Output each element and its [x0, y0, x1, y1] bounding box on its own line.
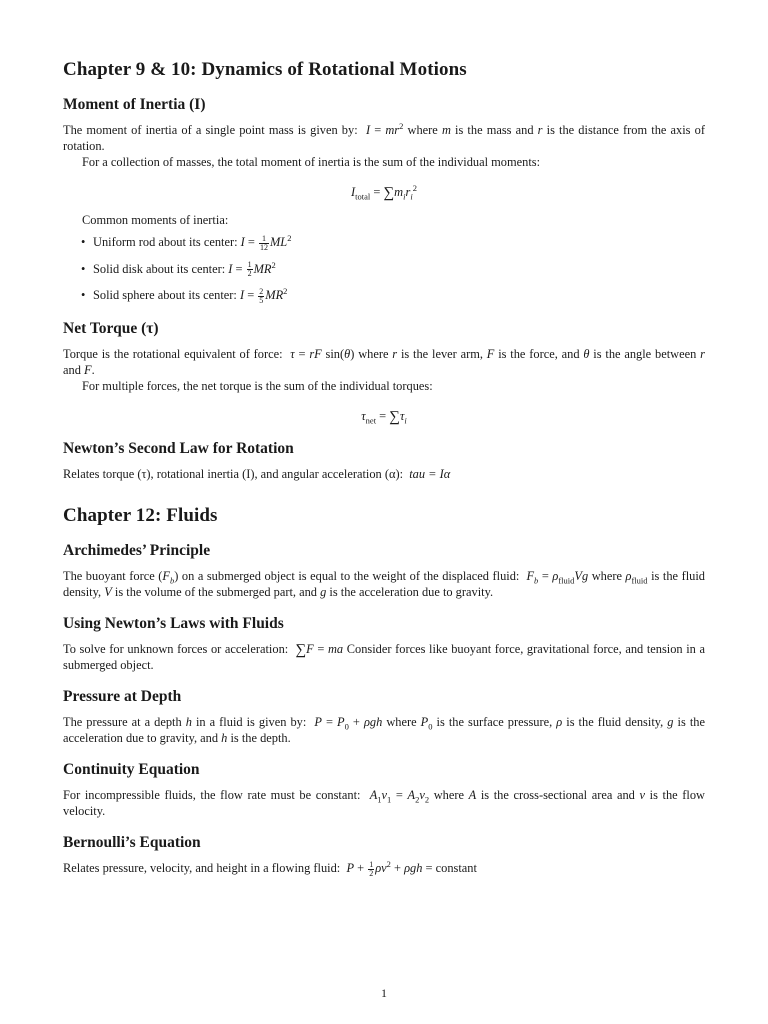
torque-paragraph-2: For multiple forces, the net torque is the sum of the individual torques:	[82, 378, 433, 393]
pressure-at-depth-heading: Pressure at Depth	[63, 687, 182, 705]
list-item-disk: • Solid disk about its center: I = $\frac{1}{2}$ $MR^2$	[81, 259, 276, 279]
common-moments-list	[63, 234, 705, 305]
net-torque-equation: $\tau_{net} = \sum\tau_i$	[361, 408, 407, 426]
continuity-equation-heading: Continuity Equation	[63, 760, 200, 778]
pressure-paragraph: The pressure at a depth h in a fluid is given by: $P = P_0 + \rho gh$ where $P_0$ is the surface pressure, ρ is the fluid density, g is the acceleration due to gravity, and h is the depth.	[63, 714, 705, 745]
archimedes-paragraph: The buoyant force $(F_b)$ on a submerged object is equal to the weight of the displaced fluid: $F_b = \rho_{fluid}Vg$ where $\rho_{fluid}$ is the fluid density, V is the volume of the submerged part, and g is the acceleration due to gravity.	[63, 568, 705, 599]
moment-paragraph-2: For a collection of masses, the total moment of inertia is the sum of the individual moments:	[82, 155, 541, 169]
bernoulli-paragraph: Relates pressure, velocity, and height in a flowing fluid: P + $\frac{1}{2}$ $\rho v^2 + \rho gh$ = constant	[63, 858, 477, 878]
moment-paragraph-1: The moment of inertia of a single point mass is given by: $I = mr^2$ where m is the mass and r is the distance from the axis of rotation.	[63, 120, 705, 153]
newton-rotation-paragraph: Relates torque (τ), rotational inertia (I), and angular acceleration (α): tau = Iα	[63, 466, 451, 481]
chapter-12-title: Chapter 12: Fluids	[63, 504, 218, 526]
newton-fluids-paragraph: To solve for unknown forces or acceleration: ∑F = ma Consider forces like buoyant force, gravitational force, and tension in a submerged object.	[63, 641, 705, 672]
net-torque-heading: Net Torque (τ)	[63, 319, 159, 337]
chapter-9-10-title: Chapter 9 & 10: Dynamics of Rotational Motions	[63, 59, 467, 80]
archimedes-heading: Archimedes’ Principle	[63, 541, 211, 559]
newton-laws-fluids-heading: Using Newton’s Laws with Fluids	[63, 614, 284, 632]
torque-paragraph-1: Torque is the rotational equivalent of force: τ = rF sin(θ) where r is the lever arm, F is the force, and θ is the angle between r and F.	[63, 346, 705, 377]
bernoulli-heading: Bernoulli’s Equation	[63, 833, 201, 851]
total-inertia-equation: $I_{total} = \sum m_ir_i^2$	[351, 182, 417, 202]
page-number: 1	[381, 986, 387, 1000]
moment-of-inertia-heading: Moment of Inertia (I)	[63, 96, 206, 113]
newton-second-law-rotation-heading: Newton’s Second Law for Rotation	[63, 439, 294, 457]
common-moments-intro: Common moments of inertia:	[82, 213, 229, 227]
continuity-paragraph: For incompressible fluids, the flow rate must be constant: $A_1v_1 = A_2v_2$ where A is the cross-sectional area and v is the flow velocity.	[63, 787, 705, 818]
document-page	[63, 56, 705, 878]
list-item-sphere: • Solid sphere about its center: I = $\frac{2}{5}$ $MR^2$	[81, 286, 288, 305]
list-item-rod: • Uniform rod about its center: I = $\frac{1}{12}$ $ML^2$	[81, 232, 292, 252]
